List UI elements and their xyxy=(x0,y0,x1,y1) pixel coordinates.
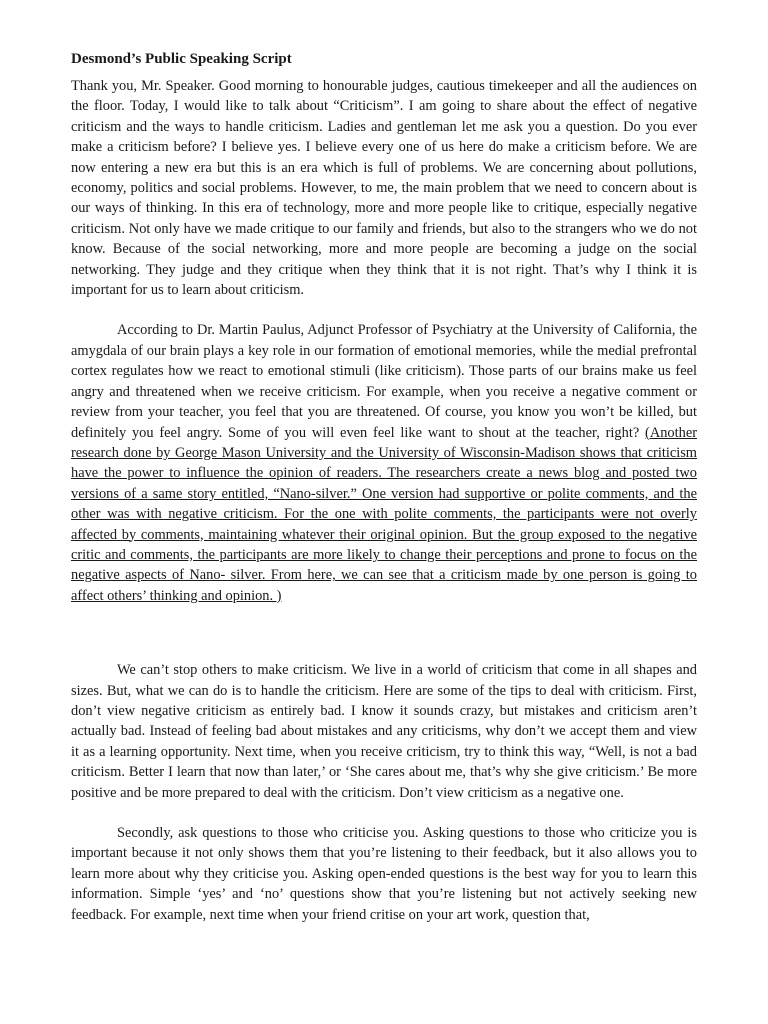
paragraph-research-text: According to Dr. Martin Paulus, Adjunct Professor of Psychiatry at the University of California, the amygdala of our brain plays a key role in our formation of emotional memories, while the medial prefrontal cortex regulates how we react to emotional stimuli (like criticism). Those parts of our brains make us feel angry and threatened when we receive criticism. For example, when you receive a negative comment or review from your teacher, you feel that you are threatened. Of course, you know you won’t be killed, but definitely you feel angry. Some of you will even feel like want to shout at the teacher, right? xyxy=(71,322,697,441)
paragraph-introduction: Thank you, Mr. Speaker. Good morning to honourable judges, cautious timekeeper and all the audiences on the floor. Today, I would like to talk about “Criticism”. I am going to share about the effect of negative criticism and the ways to handle criticism. Ladies and gentleman let me ask you a question. Do you ever make a criticism before? I believe yes. I believe every one of us here do make a criticism before. We are now entering a new era but this is an era which is full of problems. We are concerning about pollutions, economy, politics and social problems. However, to me, the main problem that we need to concern about is our ways of thinking. In this era of technology, more and more people like to critique, especially negative criticism. Not only have we made critique to our family and friends, but also to the strangers who we do not know. Because of the social networking, more and more people are becoming a judge on the social networking. They judge and they critique when they think that it is not right. That’s why I think it is important for us to learn about criticism. xyxy=(71,78,697,299)
paragraph-tip-one: We can’t stop others to make criticism. We live in a world of criticism that come in all shapes and sizes. But, what we can do is to handle the criticism. Here are some of the tips to deal with criticism. First, don’t view negative criticism as entirely bad. I know it sounds crazy, but mistakes and criticism aren’t actually bad. Instead of feeling bad about mistakes and any criticisms, why don’t we accept them and view it as a learning opportunity. Next time, when you receive criticism, try to think this way, “Well, is not a bad criticism. Better I learn that now than later,’ or ‘She cares about me, that’s why she give criticism.’ Be more positive and be more prepared to deal with the criticism. Don’t view criticism as a negative one. xyxy=(71,662,697,801)
underlined-research-note: (Another research done by George Mason University and the University of Wisconsin-Madison shows that criticism have the power to influence the opinion of readers. The researchers create a news blog and posted two versions of a same story entitled, “Nano-silver.” One version had supportive or polite comments, and the other was with negative criticism. For the one with polite comments, the participants were not overly affected by comments, maintaining whatever their original opinion. But the group exposed to the negative critic and comments, the participants are more likely to change their perceptions and prone to focus on the negative aspects of Nano- silver. From here, we can see that a criticism made by one person is going to affect others’ thinking and opinion. ) xyxy=(71,424,697,604)
document-title: Desmond’s Public Speaking Script xyxy=(71,51,292,67)
paragraph-research xyxy=(71,320,697,606)
paragraph-tip-two: Secondly, ask questions to those who criticise you. Asking questions to those who criticize you is important because it not only shows them that you’re listening to their feedback, but it also allows you to learn more about why they criticise you. Asking open-ended questions is the best way for you to learn this information. Simple ‘yes’ and ‘no’ questions show that you’re listening but not actively seeking new feedback. For example, next time when your friend critise on your art work, question that, xyxy=(71,825,697,923)
